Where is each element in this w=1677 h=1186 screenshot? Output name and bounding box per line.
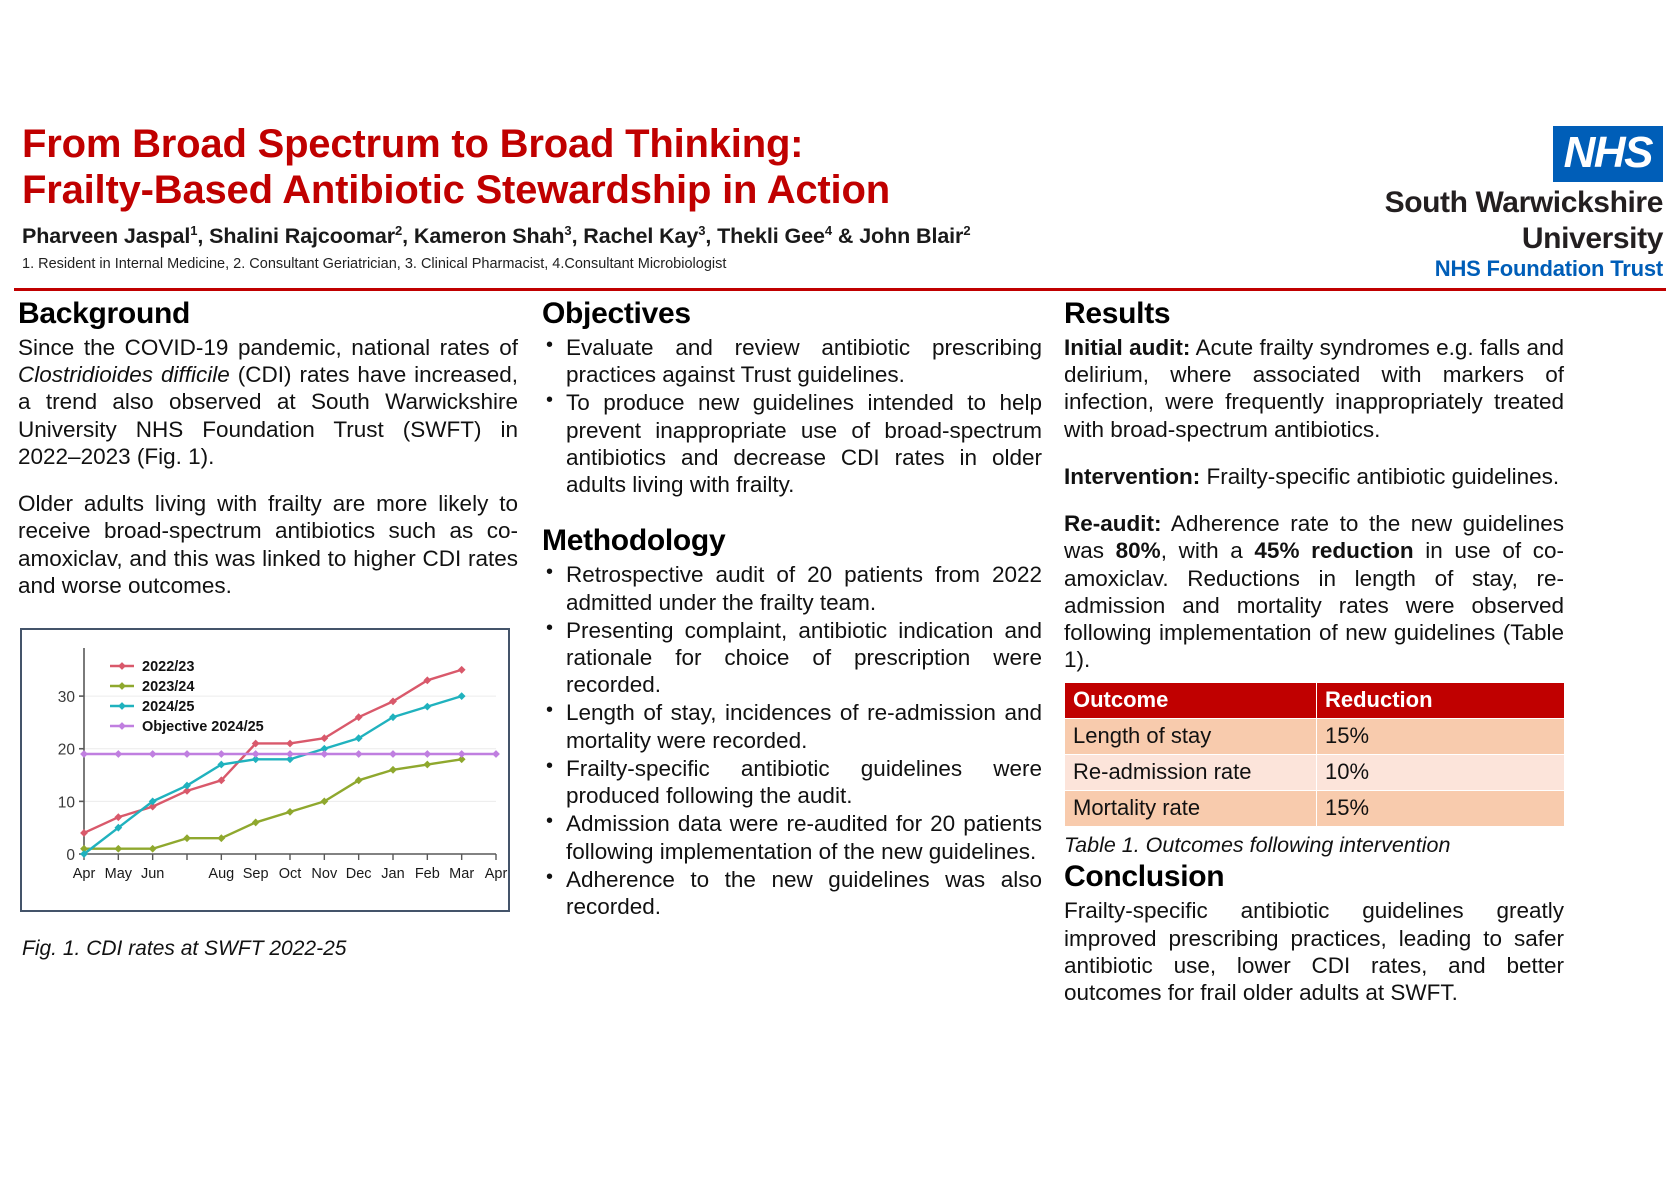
results-reaudit bbox=[1064, 510, 1564, 673]
chart-y-tick-label: 0 bbox=[66, 847, 75, 864]
chart-data-point bbox=[458, 667, 464, 673]
chart-data-point bbox=[355, 751, 361, 757]
poster-header bbox=[0, 0, 1677, 292]
chart-data-point bbox=[149, 846, 155, 852]
chart-legend-marker bbox=[119, 723, 125, 729]
chart-x-tick-label: Sep bbox=[242, 866, 269, 882]
table-cell-reduction: 10% bbox=[1317, 755, 1565, 791]
chart-data-point bbox=[458, 693, 464, 699]
poster-title-line2: Frailty-Based Antibiotic Stewardship in Action bbox=[22, 167, 890, 212]
chart-data-point bbox=[287, 751, 293, 757]
chart-x-tick-label: Nov bbox=[311, 866, 338, 882]
section-heading-conclusion: Conclusion bbox=[1064, 860, 1225, 894]
chart-x-tick-label: Oct bbox=[278, 866, 302, 882]
chart-data-point bbox=[149, 751, 155, 757]
methodology-item: • Frailty-specific antibiotic guidelines were produced following the audit. bbox=[566, 755, 1042, 809]
section-heading-methodology: Methodology bbox=[542, 524, 726, 558]
section-heading-objectives: Objectives bbox=[542, 297, 691, 330]
reaudit-label: Re-audit: bbox=[1064, 511, 1162, 537]
figure-1-caption: Fig. 1. CDI rates at SWFT 2022-25 bbox=[22, 937, 347, 960]
chart-x-tick-label: Feb bbox=[414, 866, 440, 882]
chart-data-point bbox=[424, 703, 430, 709]
chart-y-tick-label: 30 bbox=[57, 689, 75, 707]
header-divider-rule bbox=[14, 288, 1666, 291]
background-paragraph-1: Since the COVID-19 pandemic, national rates of Clostridioides difficile (CDI) rates have increased, a trend also observed at South Warwickshire University NHS Foundation Trust (SWFT) in 2022–2023 (Fig. 1). bbox=[18, 335, 518, 469]
title-block bbox=[22, 122, 1152, 274]
chart-data-point bbox=[287, 809, 293, 815]
table-row bbox=[1065, 719, 1565, 755]
chart-series-line bbox=[84, 670, 462, 833]
initial-audit-label: Initial audit: bbox=[1064, 335, 1191, 360]
nhs-trust-logo bbox=[1353, 126, 1663, 280]
chart-x-tick-label: Jun bbox=[140, 866, 165, 882]
table-header-row bbox=[1065, 683, 1565, 719]
methodology-item: • Presenting complaint, antibiotic indication and rationale for choice of prescription were recorded. bbox=[566, 617, 1042, 699]
table-cell-reduction: 15% bbox=[1317, 791, 1565, 827]
chart-y-tick-label: 20 bbox=[57, 741, 75, 759]
table-column-header-reduction: Reduction bbox=[1317, 683, 1565, 719]
methodology-item: • Adherence to the new guidelines was also recorded. bbox=[566, 866, 1042, 920]
poster-columns bbox=[0, 292, 1677, 1186]
section-heading-background: Background bbox=[18, 297, 191, 330]
chart-legend-marker bbox=[119, 703, 125, 709]
results-intervention bbox=[1064, 463, 1564, 490]
chart-data-point bbox=[390, 751, 396, 757]
chart-data-point bbox=[218, 751, 224, 757]
affiliations: 1. Resident in Internal Medicine, 2. Consultant Geriatrician, 3. Clinical Pharmacist, 4.Consultant Microbiologist bbox=[22, 256, 727, 273]
intervention-label: Intervention: bbox=[1064, 463, 1201, 489]
methodology-item: • Admission data were re-audited for 20 patients following implementation of the new guidelines. bbox=[566, 810, 1042, 864]
chart-series-line bbox=[84, 696, 462, 854]
chart-data-point bbox=[184, 835, 190, 841]
section-heading-results: Results bbox=[1064, 297, 1171, 330]
chart-data-point bbox=[458, 751, 464, 757]
chart-x-tick-label: Dec bbox=[345, 866, 372, 882]
methodology-item: • Retrospective audit of 20 patients from 2022 admitted under the frailty team. bbox=[566, 561, 1042, 615]
poster-title-line1: From Broad Spectrum to Broad Thinking: bbox=[22, 122, 804, 166]
chart-legend-marker bbox=[119, 683, 125, 689]
chart-data-point bbox=[287, 740, 293, 746]
outcomes-table bbox=[1064, 682, 1565, 827]
reaudit-text: Adherence rate to the new guidelines was 80%, with a 45% reduction in use of co-amoxiclav. Reductions in length of stay, re-admission and mortality rates were observed following implementation of new guidelines (Table 1). bbox=[1064, 511, 1564, 673]
chart-data-point bbox=[493, 751, 499, 757]
column-results-conclusion bbox=[1064, 292, 1564, 1006]
chart-x-tick-label: Aug bbox=[208, 866, 235, 882]
initial-audit-text: Acute frailty syndromes e.g. falls and delirium, where associated with markers of infection, were frequently inappropriately treated with broad-spectrum antibiotics. bbox=[1064, 335, 1564, 442]
chart-x-tick-label: Jan bbox=[381, 866, 405, 882]
table-1-caption: Table 1. Outcomes following intervention bbox=[1064, 833, 1451, 858]
trust-name-line2: University bbox=[1521, 222, 1663, 256]
table-row bbox=[1065, 755, 1565, 791]
objectives-bullet-list bbox=[542, 334, 1042, 498]
table-cell-outcome: Length of stay bbox=[1065, 719, 1317, 755]
conclusion-text: Frailty-specific antibiotic guidelines greatly improved prescribing practices, leading to safer antibiotic use, lower CDI rates, and better outcomes for frail older adults at SWFT. bbox=[1064, 898, 1564, 1006]
chart-legend-label: 2024/25 bbox=[142, 699, 195, 715]
nhs-logo-mark: NHS bbox=[1553, 126, 1663, 182]
chart-data-point bbox=[81, 751, 87, 757]
table-row bbox=[1065, 791, 1565, 827]
chart-data-point bbox=[390, 767, 396, 773]
chart-x-tick-label: Apr bbox=[484, 866, 508, 882]
methodology-item: • Length of stay, incidences of re-admission and mortality were recorded. bbox=[566, 699, 1042, 753]
chart-legend-label: 2022/23 bbox=[142, 659, 195, 675]
chart-legend-label: 2023/24 bbox=[142, 679, 195, 695]
chart-data-point bbox=[424, 751, 430, 757]
results-initial-audit bbox=[1064, 334, 1564, 443]
chart-data-point bbox=[252, 751, 258, 757]
chart-x-tick-label: May bbox=[104, 866, 133, 882]
chart-data-point bbox=[115, 751, 121, 757]
trust-name-line1: South Warwickshire bbox=[1384, 186, 1663, 219]
objective-item: • Evaluate and review antibiotic prescribing practices against Trust guidelines. bbox=[566, 334, 1042, 388]
methodology-bullet-list bbox=[542, 561, 1042, 920]
chart-x-tick-label: Mar bbox=[449, 866, 475, 882]
objective-item: • To produce new guidelines intended to help prevent inappropriate use of broad-spectrum antibiotics and decrease CDI rates in older adults living with frailty. bbox=[566, 389, 1042, 498]
chart-data-point bbox=[184, 751, 190, 757]
table-cell-outcome: Re-admission rate bbox=[1065, 755, 1317, 791]
cdi-rates-line-chart bbox=[22, 630, 508, 910]
figure-1-container bbox=[20, 628, 510, 912]
chart-legend-marker bbox=[119, 663, 125, 669]
chart-legend-label: Objective 2024/25 bbox=[142, 719, 264, 735]
background-paragraph-2: Older adults living with frailty are more likely to receive broad-spectrum antibiotics such as co-amoxiclav, and this was linked to higher CDI rates and worse outcomes. bbox=[18, 491, 518, 598]
intervention-text: Frailty-specific antibiotic guidelines. bbox=[1200, 463, 1560, 489]
table-column-header-outcome: Outcome bbox=[1065, 683, 1317, 719]
chart-y-tick-label: 10 bbox=[57, 794, 75, 812]
column-objectives-methodology bbox=[542, 292, 1042, 921]
poster-title bbox=[22, 122, 1152, 213]
author-list: Pharveen Jaspal$^1$, Shalini Rajcoomar$^2$, Kameron Shah$^3$, Rachel Kay$^3$, Thekli Gee$^4$ & John Blair$^2$ bbox=[22, 223, 971, 249]
chart-data-point bbox=[115, 846, 121, 852]
chart-data-point bbox=[424, 761, 430, 767]
table-cell-outcome: Mortality rate bbox=[1065, 791, 1317, 827]
chart-x-tick-label: Apr bbox=[72, 866, 96, 882]
trust-foundation-label: NHS Foundation Trust bbox=[1434, 256, 1663, 282]
chart-data-point bbox=[321, 751, 327, 757]
column-background bbox=[18, 292, 518, 960]
chart-series-line bbox=[84, 759, 462, 848]
table-cell-reduction: 15% bbox=[1317, 719, 1565, 755]
